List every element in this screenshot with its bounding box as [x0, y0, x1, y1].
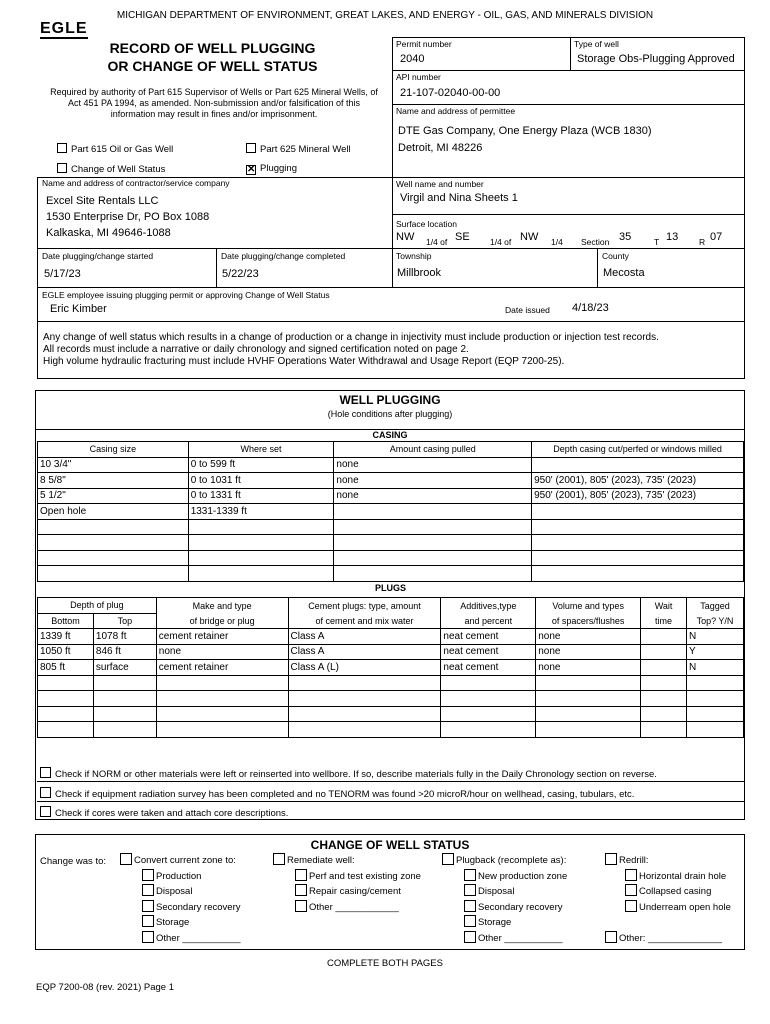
plug-cell[interactable]: Class A: [288, 644, 441, 660]
plug-cell[interactable]: cement retainer: [156, 660, 288, 676]
casing-cell[interactable]: [38, 535, 189, 551]
checkbox-part625[interactable]: [246, 143, 256, 153]
remediate-group: [273, 853, 421, 915]
plugback-group: [442, 853, 567, 946]
plug-cell[interactable]: [687, 675, 744, 691]
checkbox-change-status[interactable]: [57, 163, 67, 173]
change-status-label: Change of Well Status: [71, 164, 166, 175]
checkbox-disposal[interactable]: [142, 884, 154, 896]
plug-cell[interactable]: Y: [687, 644, 744, 660]
contractor-line1[interactable]: Excel Site Rentals LLC: [46, 195, 159, 207]
well-plugging-title: WELL PLUGGING: [339, 393, 441, 407]
plug-row: [38, 675, 744, 691]
casing-row: [38, 488, 744, 504]
checkbox-secondary2[interactable]: [464, 900, 476, 912]
disposal-label: Disposal: [156, 886, 193, 897]
plug-cell[interactable]: N: [687, 660, 744, 676]
horizontal-option[interactable]: [605, 869, 731, 885]
checkbox-production[interactable]: [142, 869, 154, 881]
plug-cell[interactable]: [536, 675, 641, 691]
plugs-subheader-cell: and percent: [441, 613, 536, 629]
checkbox-disposal2[interactable]: [464, 884, 476, 896]
plug-cell[interactable]: [93, 675, 156, 691]
checkbox-secondary[interactable]: [142, 900, 154, 912]
checkbox-storage2[interactable]: [464, 915, 476, 927]
plug-cell[interactable]: [536, 691, 641, 707]
well-plugging-subtitle: (Hole conditions after plugging): [327, 409, 453, 419]
permittee-line2[interactable]: Detroit, MI 48226: [398, 142, 483, 154]
part615-check[interactable]: [57, 143, 173, 155]
county-value[interactable]: Mecosta: [603, 267, 645, 279]
production-label: Production: [156, 870, 202, 882]
checkbox-other[interactable]: [142, 931, 154, 943]
plug-cell[interactable]: [156, 706, 288, 722]
plug-cell[interactable]: none: [536, 660, 641, 676]
form-number: EQP 7200-08 (rev. 2021) Page 1: [36, 982, 175, 993]
casing-title: CASING: [35, 429, 745, 440]
plug-cell[interactable]: [641, 706, 687, 722]
surface-location: [396, 230, 744, 248]
checkbox-underream[interactable]: [625, 900, 637, 912]
perf-option[interactable]: [273, 869, 421, 885]
plugging-label: Plugging: [260, 163, 297, 174]
casing-cell[interactable]: 1331-1339 ft: [188, 504, 334, 520]
plug-cell[interactable]: [288, 675, 441, 691]
checkbox-convert[interactable]: [120, 853, 132, 865]
redrill-group: [605, 853, 731, 946]
type-label: Type of well: [574, 39, 619, 49]
plugging-check[interactable]: [246, 163, 297, 175]
township-label: Township: [396, 251, 432, 261]
plugs-subheader-cell: of spacers/flushes: [536, 613, 641, 629]
remediate-label: Remediate well:: [287, 855, 355, 866]
plug-cell[interactable]: [641, 660, 687, 676]
start-label: Date plugging/change started: [42, 251, 154, 261]
range-label: R: [699, 237, 706, 247]
range-value[interactable]: 07: [710, 231, 723, 243]
convert-label: Convert current zone to:: [134, 855, 236, 866]
casing-cell[interactable]: [532, 519, 744, 535]
egle-logo: EGLE: [40, 20, 88, 37]
casing-row: [38, 457, 744, 473]
secondary2-label: Secondary recovery: [478, 901, 563, 913]
plugs-subheader-cell: of cement and mix water: [288, 613, 441, 629]
permit-value[interactable]: 2040: [400, 53, 425, 65]
casing-cell[interactable]: none: [334, 457, 532, 473]
permittee-line1[interactable]: DTE Gas Company, One Energy Plaza (WCB 1830): [398, 125, 652, 137]
plug-cell[interactable]: [38, 691, 94, 707]
casing-cell[interactable]: [38, 550, 189, 566]
note-1: Any change of well status which results in a change of production or a change in injectivity must include production or injection test records.: [43, 332, 659, 343]
checkbox-plugback[interactable]: [442, 853, 454, 865]
remediate-option[interactable]: [273, 853, 421, 869]
other2-label: Other ____________: [309, 901, 399, 913]
plug-cell[interactable]: none: [536, 644, 641, 660]
checkbox-other4[interactable]: [605, 931, 617, 943]
plug-cell[interactable]: [288, 691, 441, 707]
township-t-value[interactable]: 13: [666, 231, 679, 243]
repair-label: Repair casing/cement: [309, 886, 401, 897]
plug-cell[interactable]: [536, 706, 641, 722]
casing-cell[interactable]: 950' (2001), 805' (2023), 735' (2023): [532, 488, 744, 504]
radiation-check[interactable]: [40, 787, 634, 800]
other4-label: Other: ______________: [619, 932, 723, 944]
casing-cell[interactable]: [38, 566, 189, 582]
end-value[interactable]: 5/22/23: [222, 268, 259, 280]
plug-cell[interactable]: [687, 722, 744, 738]
storage-option[interactable]: [120, 915, 241, 931]
casing-cell[interactable]: Open hole: [38, 504, 189, 520]
plug-cell[interactable]: [288, 722, 441, 738]
casing-cell[interactable]: [188, 566, 334, 582]
permit-label: Permit number: [396, 39, 452, 49]
plug-row: [38, 706, 744, 722]
plug-cell[interactable]: [93, 722, 156, 738]
agency-header: MICHIGAN DEPARTMENT OF ENVIRONMENT, GREAT LAKES, AND ENERGY - OIL, GAS, AND MINERALS DIVISION: [116, 10, 654, 21]
casing-header-cell: Amount casing pulled: [334, 442, 532, 458]
checkbox-other2[interactable]: [295, 900, 307, 912]
horizontal-label: Horizontal drain hole: [639, 870, 727, 882]
start-value[interactable]: 5/17/23: [44, 268, 81, 280]
plug-cell[interactable]: [156, 691, 288, 707]
plug-cell[interactable]: [687, 691, 744, 707]
part625-label: Part 625 Mineral Well: [260, 144, 351, 155]
date-issued-label: Date issued: [505, 305, 550, 315]
plug-cell[interactable]: 1050 ft: [38, 644, 94, 660]
casing-row: [38, 566, 744, 582]
township-t-label: T: [654, 237, 660, 247]
convert-group: [120, 853, 241, 946]
contractor-line2[interactable]: 1530 Enterprise Dr, PO Box 1088: [46, 211, 210, 223]
casing-cell[interactable]: 0 to 1331 ft: [188, 488, 334, 504]
plugs-header-cell: Cement plugs: type, amount: [288, 598, 441, 614]
plug-cell[interactable]: neat cement: [441, 629, 536, 645]
norm-label: Check if NORM or other materials were left or reinserted into wellbore. If so, describe materials fully in the Daily Chronology section on reverse.: [55, 769, 657, 780]
wellname-value[interactable]: Virgil and Nina Sheets 1: [400, 192, 518, 204]
collapsed-option[interactable]: [605, 884, 731, 900]
casing-cell[interactable]: 950' (2001), 805' (2023), 735' (2023): [532, 473, 744, 489]
convert-option[interactable]: [120, 853, 241, 869]
casing-header-row: [38, 442, 744, 458]
plugs-header-cell: Tagged: [687, 598, 744, 614]
casing-cell[interactable]: 5 1/2": [38, 488, 189, 504]
other2-option[interactable]: [273, 900, 421, 916]
production-option[interactable]: [120, 869, 241, 885]
surface-t2: 1/4 of: [490, 237, 512, 247]
checkbox-plugging[interactable]: ✕: [247, 164, 256, 175]
secondary-option[interactable]: [120, 900, 241, 916]
surface-t1: 1/4 of: [426, 237, 448, 247]
underream-option[interactable]: [605, 900, 731, 916]
surface-q3[interactable]: NW: [520, 231, 539, 243]
plug-cell[interactable]: [441, 706, 536, 722]
casing-row: [38, 535, 744, 551]
form-title-line1: RECORD OF WELL PLUGGING: [109, 40, 316, 56]
change-status-title: CHANGE OF WELL STATUS: [310, 838, 470, 852]
other-option[interactable]: [120, 931, 241, 947]
part625-check[interactable]: [246, 143, 351, 155]
plug-cell[interactable]: none: [536, 629, 641, 645]
casing-cell[interactable]: 0 to 599 ft: [188, 457, 334, 473]
secondary-label: Secondary recovery: [156, 901, 241, 913]
casing-row: [38, 473, 744, 489]
casing-header-cell: Casing size: [38, 442, 189, 458]
checkbox-redrill[interactable]: [605, 853, 617, 865]
plug-cell[interactable]: [38, 722, 94, 738]
plugs-subheader-cell: of bridge or plug: [156, 613, 288, 629]
perf-label: Perf and test existing zone: [309, 870, 421, 882]
plug-cell[interactable]: [441, 722, 536, 738]
plug-row: [38, 644, 744, 660]
plugs-header-cell: Volume and types: [536, 598, 641, 614]
plug-cell[interactable]: [641, 675, 687, 691]
checkbox-other3[interactable]: [464, 931, 476, 943]
plugs-header-cell: Make and type: [156, 598, 288, 614]
checkbox-radiation[interactable]: [40, 787, 51, 798]
cores-check[interactable]: [40, 806, 288, 819]
change-to-label: Change was to:: [40, 856, 107, 867]
casing-cell[interactable]: [532, 504, 744, 520]
cores-label: Check if cores were taken and attach core descriptions.: [55, 808, 289, 819]
contractor-label: Name and address of contractor/service company: [42, 178, 230, 188]
other3-option[interactable]: [442, 931, 567, 947]
redrill-option[interactable]: [605, 853, 731, 869]
plug-cell[interactable]: [93, 691, 156, 707]
checkbox-remediate[interactable]: [273, 853, 285, 865]
casing-row: [38, 519, 744, 535]
checkbox-horizontal[interactable]: [625, 869, 637, 881]
checkbox-repair[interactable]: [295, 884, 307, 896]
casing-cell[interactable]: [188, 550, 334, 566]
plug-row: [38, 691, 744, 707]
plug-cell[interactable]: cement retainer: [156, 629, 288, 645]
date-issued-value[interactable]: 4/18/23: [572, 302, 609, 314]
plugs-subheader-cell: Top? Y/N: [687, 613, 744, 629]
plugs-subheader-cell: Top: [93, 613, 156, 629]
notes: [43, 332, 743, 368]
plug-cell[interactable]: [641, 722, 687, 738]
casing-cell[interactable]: [532, 535, 744, 551]
storage2-label: Storage: [478, 917, 512, 928]
plugs-title: PLUGS: [374, 583, 406, 593]
plug-cell[interactable]: [38, 706, 94, 722]
contractor-line3[interactable]: Kalkaska, MI 49646-1088: [46, 227, 171, 239]
api-label: API number: [396, 72, 441, 82]
newprod-label: New production zone: [478, 870, 568, 882]
plug-cell[interactable]: [536, 722, 641, 738]
checkbox-perf[interactable]: [295, 869, 307, 881]
plug-cell[interactable]: 846 ft: [93, 644, 156, 660]
plugs-header-cell: Additives,type: [441, 598, 536, 614]
plug-cell[interactable]: 1339 ft: [38, 629, 94, 645]
note-2: All records must include a narrative or daily chronology and signed certification noted on page 2.: [43, 344, 469, 355]
disposal2-label: Disposal: [478, 886, 515, 897]
plug-cell[interactable]: [156, 722, 288, 738]
checkbox-part615[interactable]: [57, 143, 67, 153]
api-value[interactable]: 21-107-02040-00-00: [400, 87, 501, 99]
radiation-label: Check if equipment radiation survey has been completed and no TENORM was found >20 microR/hour on wellhead, casing, tubulars, etc.: [55, 789, 635, 800]
checkbox-storage[interactable]: [142, 915, 154, 927]
casing-cell[interactable]: none: [334, 473, 532, 489]
redrill-label: Redrill:: [619, 855, 649, 866]
authority-text: Required by authority of Part 615 Supervisor of Wells or Part 625 Mineral Wells, of Act 451 PA 1994, as amended. Non-submission and/or falsification of this information may result in fines and/or imprisonment.: [50, 87, 378, 119]
surface-label: Surface location: [396, 219, 457, 229]
casing-cell[interactable]: [334, 504, 532, 520]
casing-row: [38, 550, 744, 566]
casing-row: [38, 504, 744, 520]
note-3: High volume hydraulic fracturing must include HVHF Operations Water Withdrawal and Usage Report (EQP 7200-25).: [43, 356, 565, 367]
plug-cell[interactable]: neat cement: [441, 644, 536, 660]
surface-q2[interactable]: SE: [455, 231, 470, 243]
casing-cell[interactable]: [334, 535, 532, 551]
plugs-subheader-cell: time: [641, 613, 687, 629]
plug-cell[interactable]: [441, 691, 536, 707]
change-status-check[interactable]: [57, 163, 165, 175]
disposal-option[interactable]: [120, 884, 241, 900]
plug-cell[interactable]: [93, 706, 156, 722]
plug-row: [38, 722, 744, 738]
section-label: Section: [581, 237, 610, 247]
plug-cell[interactable]: [288, 706, 441, 722]
plug-cell[interactable]: surface: [93, 660, 156, 676]
plugs-header-cell: Wait: [641, 598, 687, 614]
surface-t3: 1/4: [551, 237, 563, 247]
casing-cell[interactable]: [188, 535, 334, 551]
plugs-table: [37, 597, 744, 738]
secondary2-option[interactable]: [442, 900, 567, 916]
plug-cell[interactable]: 805 ft: [38, 660, 94, 676]
casing-cell[interactable]: 8 5/8": [38, 473, 189, 489]
section-value[interactable]: 35: [619, 231, 632, 243]
plug-cell[interactable]: N: [687, 629, 744, 645]
county-label: County: [602, 251, 629, 261]
storage2-option[interactable]: [442, 915, 567, 931]
repair-option[interactable]: [273, 884, 421, 900]
casing-table: [37, 441, 744, 582]
checkbox-collapsed[interactable]: [625, 884, 637, 896]
checkbox-newprod[interactable]: [464, 869, 476, 881]
casing-cell[interactable]: [38, 519, 189, 535]
storage-label: Storage: [156, 917, 190, 928]
checkbox-norm[interactable]: [40, 767, 51, 778]
plug-row: [38, 629, 744, 645]
other4-option[interactable]: [605, 915, 731, 946]
complete-both-pages: COMPLETE BOTH PAGES: [327, 958, 443, 969]
collapsed-label: Collapsed casing: [639, 886, 712, 897]
newprod-option[interactable]: [442, 869, 567, 885]
plug-cell[interactable]: [38, 675, 94, 691]
plug-cell[interactable]: Class A (L): [288, 660, 441, 676]
casing-cell[interactable]: [334, 566, 532, 582]
plugs-header-cell: Depth of plug: [38, 598, 157, 614]
underream-label: Underream open hole: [639, 901, 731, 913]
casing-cell[interactable]: [334, 519, 532, 535]
norm-check[interactable]: [40, 767, 657, 780]
plug-cell[interactable]: [156, 675, 288, 691]
plug-cell[interactable]: Class A: [288, 629, 441, 645]
form-title-line2: OR CHANGE OF WELL STATUS: [107, 58, 318, 74]
casing-cell[interactable]: 10 3/4": [38, 457, 189, 473]
casing-cell[interactable]: none: [334, 488, 532, 504]
casing-header-cell: Where set: [188, 442, 334, 458]
plug-cell[interactable]: 1078 ft: [93, 629, 156, 645]
plug-row: [38, 660, 744, 676]
plug-cell[interactable]: [641, 644, 687, 660]
plugs-header-row: [38, 598, 744, 614]
employee-label: EGLE employee issuing plugging permit or approving Change of Well Status: [42, 290, 330, 300]
plugback-label: Plugback (recomplete as):: [456, 855, 567, 866]
casing-cell[interactable]: [532, 566, 744, 582]
other3-label: Other ___________: [478, 932, 563, 944]
casing-cell[interactable]: 0 to 1031 ft: [188, 473, 334, 489]
casing-cell[interactable]: [188, 519, 334, 535]
township-value[interactable]: Millbrook: [397, 267, 442, 279]
part615-label: Part 615 Oil or Gas Well: [71, 144, 174, 155]
disposal2-option[interactable]: [442, 884, 567, 900]
plugs-subheader-row: [38, 613, 744, 629]
wellname-label: Well name and number: [396, 179, 484, 189]
plug-cell[interactable]: neat cement: [441, 660, 536, 676]
plug-cell[interactable]: [687, 706, 744, 722]
plug-cell[interactable]: none: [156, 644, 288, 660]
casing-cell[interactable]: [532, 550, 744, 566]
plugs-subheader-cell: Bottom: [38, 613, 94, 629]
employee-value[interactable]: Eric Kimber: [50, 303, 107, 315]
casing-cell[interactable]: [334, 550, 532, 566]
checkbox-cores[interactable]: [40, 806, 51, 817]
permittee-label: Name and address of permittee: [396, 106, 516, 116]
other-label: Other ___________: [156, 932, 241, 944]
plugback-option[interactable]: [442, 853, 567, 869]
plug-cell[interactable]: [441, 675, 536, 691]
surface-q1[interactable]: NW: [396, 231, 415, 243]
plug-cell[interactable]: [641, 629, 687, 645]
plug-cell[interactable]: [641, 691, 687, 707]
casing-cell[interactable]: [532, 457, 744, 473]
type-value[interactable]: Storage Obs-Plugging Approved: [577, 53, 735, 65]
end-label: Date plugging/change completed: [221, 251, 346, 261]
casing-header-cell: Depth casing cut/perfed or windows milled: [532, 442, 744, 458]
